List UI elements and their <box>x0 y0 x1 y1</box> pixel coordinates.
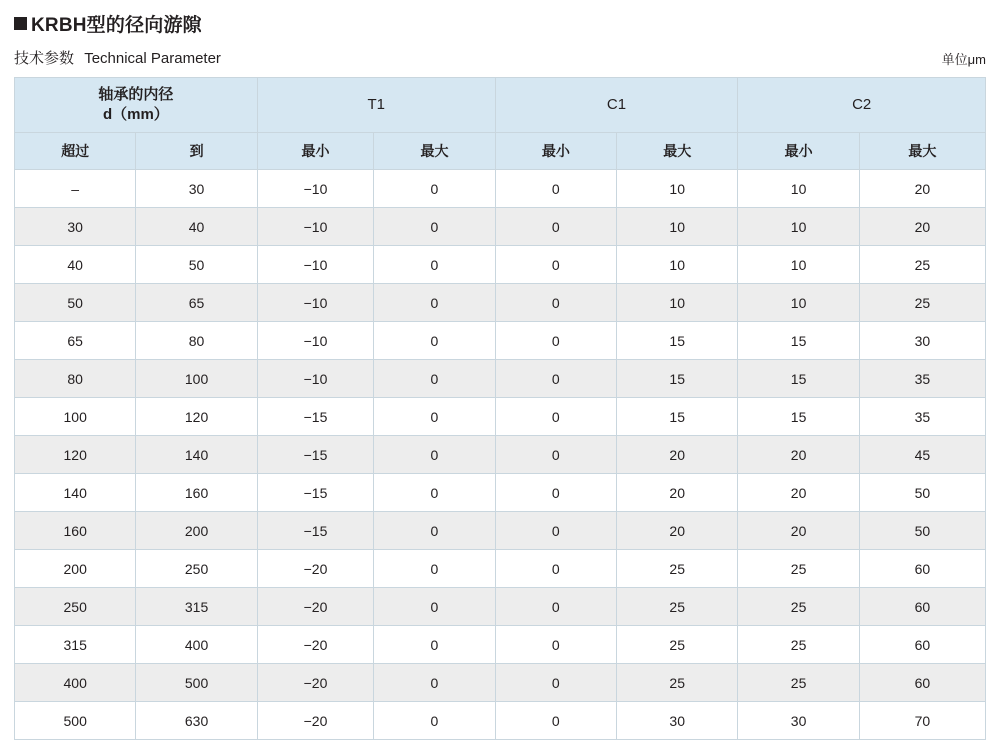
table-cell: 160 <box>15 512 136 550</box>
table-cell: 40 <box>136 208 257 246</box>
table-row <box>15 170 986 208</box>
sub-header-c2-min: 最小 <box>738 133 859 170</box>
square-bullet-icon <box>14 17 27 30</box>
table-cell: 80 <box>136 322 257 360</box>
table-cell: 50 <box>859 474 985 512</box>
table-cell: 120 <box>15 436 136 474</box>
table-cell: 30 <box>617 702 738 740</box>
group-header-t1: T1 <box>257 78 495 133</box>
table-row <box>15 360 986 398</box>
table-cell: 10 <box>738 284 859 322</box>
group-header-c2: C2 <box>738 78 986 133</box>
table-cell: 20 <box>738 512 859 550</box>
table-cell: 35 <box>859 360 985 398</box>
table-cell: 0 <box>495 246 616 284</box>
table-cell: 10 <box>738 208 859 246</box>
table-cell: −15 <box>257 512 374 550</box>
table-cell: 10 <box>617 208 738 246</box>
table-cell: 15 <box>738 322 859 360</box>
table-cell: 25 <box>859 246 985 284</box>
table-row <box>15 512 986 550</box>
table-cell: 160 <box>136 474 257 512</box>
table-head <box>15 78 986 170</box>
table-cell: 0 <box>374 322 495 360</box>
table-cell: 0 <box>374 284 495 322</box>
page-title-text: KRBH型的径向游隙 <box>31 14 202 36</box>
table-cell: 50 <box>15 284 136 322</box>
group-header-bore-line1: 轴承的内径 <box>98 85 174 103</box>
table-cell: 0 <box>374 588 495 626</box>
table-cell: 65 <box>136 284 257 322</box>
table-row <box>15 588 986 626</box>
table-cell: 30 <box>738 702 859 740</box>
table-cell: 0 <box>374 626 495 664</box>
table-cell: – <box>15 170 136 208</box>
subtitle-row <box>14 47 986 68</box>
subtitle <box>14 47 221 68</box>
table-cell: −10 <box>257 360 374 398</box>
table-cell: 20 <box>617 436 738 474</box>
table-row <box>15 246 986 284</box>
table-cell: 20 <box>859 170 985 208</box>
table-cell: 0 <box>495 588 616 626</box>
table-cell: 25 <box>738 550 859 588</box>
table-cell: 25 <box>738 664 859 702</box>
table-cell: 25 <box>738 626 859 664</box>
table-cell: 140 <box>15 474 136 512</box>
table-group-header-row <box>15 78 986 133</box>
table-cell: 20 <box>859 208 985 246</box>
table-cell: 120 <box>136 398 257 436</box>
table-cell: 60 <box>859 588 985 626</box>
table-cell: 20 <box>617 474 738 512</box>
group-header-bore-line2: d（mm） <box>102 106 169 123</box>
table-cell: 10 <box>738 170 859 208</box>
table-cell: 20 <box>738 436 859 474</box>
table-cell: 60 <box>859 626 985 664</box>
table-cell: 15 <box>738 360 859 398</box>
table-cell: 30 <box>15 208 136 246</box>
table-cell: −20 <box>257 550 374 588</box>
table-cell: −10 <box>257 246 374 284</box>
sub-header-upto: 到 <box>136 133 257 170</box>
table-cell: 0 <box>374 398 495 436</box>
table-cell: 500 <box>136 664 257 702</box>
table-cell: 10 <box>617 246 738 284</box>
table-cell: 15 <box>617 398 738 436</box>
table-cell: 25 <box>859 284 985 322</box>
table-cell: 0 <box>374 360 495 398</box>
table-cell: −15 <box>257 474 374 512</box>
table-cell: 100 <box>15 398 136 436</box>
table-cell: 400 <box>136 626 257 664</box>
table-cell: 70 <box>859 702 985 740</box>
table-cell: 0 <box>495 398 616 436</box>
table-cell: 10 <box>617 284 738 322</box>
sub-header-c2-max: 最大 <box>859 133 985 170</box>
table-cell: 0 <box>495 208 616 246</box>
table-cell: 0 <box>495 474 616 512</box>
table-row <box>15 322 986 360</box>
table-cell: 315 <box>15 626 136 664</box>
table-cell: 0 <box>495 436 616 474</box>
table-cell: 10 <box>738 246 859 284</box>
table-cell: 0 <box>495 284 616 322</box>
table-cell: 20 <box>738 474 859 512</box>
group-header-c1: C1 <box>495 78 738 133</box>
table-cell: −10 <box>257 208 374 246</box>
table-cell: 250 <box>136 550 257 588</box>
table-cell: 50 <box>859 512 985 550</box>
table-cell: 200 <box>136 512 257 550</box>
table-cell: 50 <box>136 246 257 284</box>
table-cell: −20 <box>257 702 374 740</box>
table-cell: 140 <box>136 436 257 474</box>
table-cell: 0 <box>374 474 495 512</box>
table-cell: 0 <box>495 170 616 208</box>
table-cell: 25 <box>617 550 738 588</box>
sub-header-over: 超过 <box>15 133 136 170</box>
table-cell: 20 <box>617 512 738 550</box>
sub-header-c1-max: 最大 <box>617 133 738 170</box>
table-cell: 45 <box>859 436 985 474</box>
table-cell: 80 <box>15 360 136 398</box>
table-cell: 40 <box>15 246 136 284</box>
table-row <box>15 550 986 588</box>
table-cell: 630 <box>136 702 257 740</box>
table-cell: 0 <box>374 550 495 588</box>
table-cell: 0 <box>374 208 495 246</box>
table-cell: 0 <box>495 664 616 702</box>
group-header-bore-diameter <box>15 78 258 133</box>
table-cell: −10 <box>257 284 374 322</box>
table-cell: 315 <box>136 588 257 626</box>
page-title <box>14 0 986 38</box>
table-row <box>15 702 986 740</box>
table-cell: 35 <box>859 398 985 436</box>
table-cell: 60 <box>859 664 985 702</box>
table-cell: −10 <box>257 322 374 360</box>
sub-header-t1-max: 最大 <box>374 133 495 170</box>
table-cell: 25 <box>617 626 738 664</box>
table-cell: 250 <box>15 588 136 626</box>
table-cell: 200 <box>15 550 136 588</box>
sub-header-t1-min: 最小 <box>257 133 374 170</box>
table-cell: 10 <box>617 170 738 208</box>
sub-header-c1-min: 最小 <box>495 133 616 170</box>
table-cell: 0 <box>495 626 616 664</box>
table-body <box>15 170 986 740</box>
table-cell: −20 <box>257 626 374 664</box>
table-sub-header-row <box>15 133 986 170</box>
table-cell: −15 <box>257 436 374 474</box>
table-cell: 30 <box>136 170 257 208</box>
table-row <box>15 398 986 436</box>
table-cell: −20 <box>257 664 374 702</box>
table-cell: 400 <box>15 664 136 702</box>
table-cell: 65 <box>15 322 136 360</box>
table-cell: 0 <box>374 170 495 208</box>
table-cell: −10 <box>257 170 374 208</box>
unit-note: 单位μm <box>941 52 986 67</box>
table-row <box>15 664 986 702</box>
table-cell: 0 <box>495 360 616 398</box>
table-row <box>15 474 986 512</box>
radial-clearance-table <box>14 77 986 740</box>
table-cell: 500 <box>15 702 136 740</box>
table-cell: 0 <box>495 702 616 740</box>
table-cell: 25 <box>738 588 859 626</box>
table-cell: 0 <box>495 322 616 360</box>
table-cell: 0 <box>374 436 495 474</box>
table-cell: 100 <box>136 360 257 398</box>
table-cell: 30 <box>859 322 985 360</box>
table-cell: −15 <box>257 398 374 436</box>
table-row <box>15 626 986 664</box>
table-cell: 15 <box>738 398 859 436</box>
table-cell: 25 <box>617 588 738 626</box>
subtitle-cn: 技术参数 <box>14 50 75 67</box>
table-cell: 0 <box>374 512 495 550</box>
table-row <box>15 436 986 474</box>
table-cell: 0 <box>374 664 495 702</box>
table-cell: 0 <box>495 512 616 550</box>
table-cell: 0 <box>374 246 495 284</box>
table-cell: −20 <box>257 588 374 626</box>
table-cell: 15 <box>617 360 738 398</box>
table-cell: 0 <box>374 702 495 740</box>
subtitle-en: Technical Parameter <box>84 50 221 67</box>
table-cell: 60 <box>859 550 985 588</box>
table-cell: 25 <box>617 664 738 702</box>
table-row <box>15 284 986 322</box>
table-cell: 15 <box>617 322 738 360</box>
table-cell: 0 <box>495 550 616 588</box>
table-row <box>15 208 986 246</box>
